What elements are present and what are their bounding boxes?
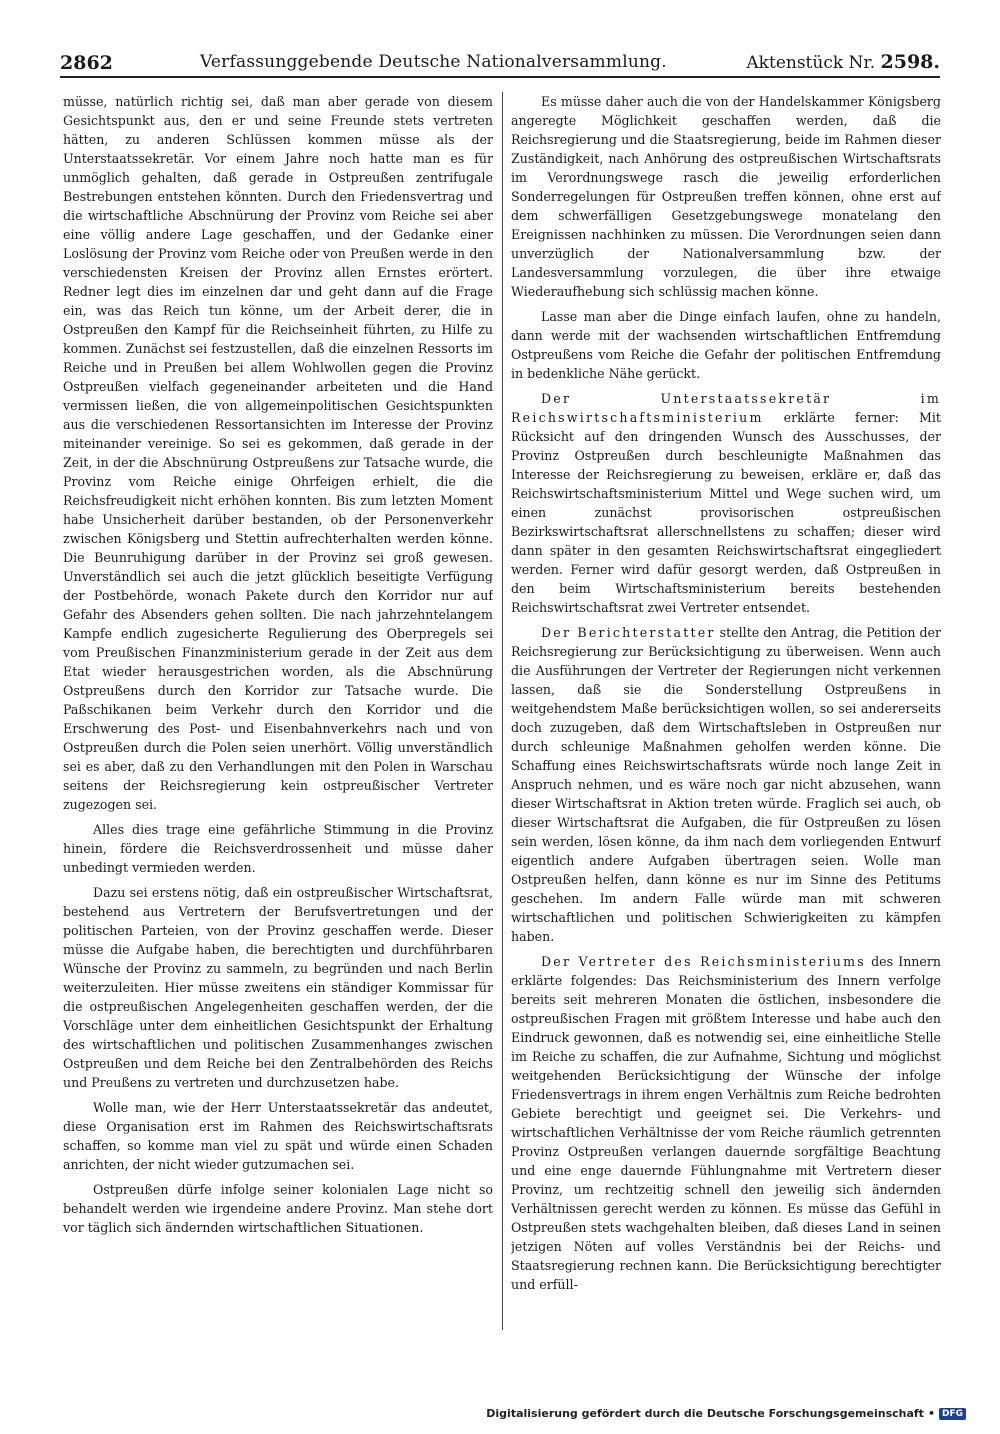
document-ref-number: 2598.: [880, 51, 940, 73]
right-column: [511, 92, 941, 1330]
speaker-name: Der Unterstaatssekretär im Reichswirtschaftsministerium: [511, 391, 941, 425]
paragraph: Es müsse daher auch die von der Handelskammer Königsberg angeregte Möglichkeit geschaffen werden, daß die Reichsregierung und die Staatsregierung, beide im Rahmen dieser Zuständigkeit, nach Anhörung des ostpreußischen Wirtschaftsrats im Verordnungswege rasch die jeweilig erforderlichen Sonderregelungen für Ostpreußen treffen können, ohne erst auf dem schwerfälligen Gesetzgebungswege monatelang den Ereignissen nachhinken zu müssen. Die Verordnungen seien dann unverzüglich der Nationalversammlung bzw. der Landesversammlung vorzulegen, die über ihre etwaige Wiederaufhebung sich schlüssig machen könne.: [511, 94, 941, 299]
credit-text: Digitalisierung gefördert durch die Deutsche Forschungsgemeinschaft: [486, 1407, 924, 1420]
document-reference: [746, 51, 940, 73]
left-column: [63, 92, 493, 1330]
document-ref-prefix: Aktenstück Nr.: [746, 53, 876, 73]
paragraph: Lasse man aber die Dinge einfach laufen, ohne zu handeln, dann werde mit der wachsenden wirtschaftlichen Entfremdung Ostpreußens vom Reiche die Gefahr der politischen Entfremdung in bedenkliche Nähe gerückt.: [511, 309, 941, 381]
paragraph: [511, 952, 941, 1294]
speaker-name: Der Vertreter des Reichsministeriums: [541, 954, 866, 969]
paragraph: Dazu sei erstens nötig, daß ein ostpreußischer Wirtschaftsrat, bestehend aus Vertretern der Berufsvertretungen und der politischen Parteien, von der Provinz geschaffen werde. Dieser müsse die Aufgabe haben, die berechtigten und durchführbaren Wünsche der Provinz zu sammeln, zu begründen und nach Berlin weiterzuleiten. Hier müsse zweitens ein ständiger Kommissar für die ostpreußischen Angelegenheiten geschaffen werden, der die Vorschläge unter dem einheitlichen Gesichtspunkt der Erhaltung des wirtschaftlichen und politischen Zusammenhanges zwischen Ostpreußen und dem Reiche bei den Zentralbehörden des Reichs und Preußens zu vertreten und durchzusetzen habe.: [63, 885, 493, 1090]
paragraph: Alles dies trage eine gefährliche Stimmung in die Provinz hinein, fördere die Reichsverdrossenheit und müsse daher unbedingt vermieden werden.: [63, 822, 493, 875]
paragraph: [511, 623, 941, 946]
page-header: [60, 50, 940, 78]
column-divider: [502, 92, 503, 1330]
page-title: Verfassunggebende Deutsche Nationalversammlung.: [200, 52, 667, 72]
paragraph: [511, 389, 941, 617]
paragraph-text: stellte den Antrag, die Petition der Reichsregierung zur Berücksichtigung zu überweisen. Wenn auch die Ausführungen der Vertreter der Regierungen nicht verkennen lassen, daß sie die Sonderstellung Ostpreußens in weitgehendstem Maße berücksichtigen wollen, so sei andererseits doch zuzugeben, daß dem Wirtschaftsleben in Ostpreußen nur durch schleunige Maßnahmen geholfen werden könne. Die Schaffung eines Reichswirtschaftsrats würde noch lange Zeit in Anspruch nehmen, und es wäre noch gar nicht abzusehen, wann dieser Wirtschaftsrat in Aktion treten würde. Fraglich sei auch, ob dieser Wirtschaftsrat die Aufgaben, die für Ostpreußen zu lösen sein werden, lösen könne, da ihm nach dem vorliegenden Entwurf eigentlich andere Aufgaben übertragen seien. Wolle man Ostpreußen helfen, dann könne es nur im Sinne des Petitums geschehen. Im andern Falle würde man mit schweren wirtschaftlichen und politischen Schwierigkeiten zu kämpfen haben.: [511, 625, 941, 944]
bullet-separator: •: [927, 1407, 935, 1420]
paragraph-text: des Innern erklärte folgendes: Das Reichsministerium des Innern verfolge bereits seit mehreren Monaten die östlichen, insbesondere die ostpreußischen Fragen mit größtem Interesse und habe auch den Eindruck gewonnen, daß es notwendig sei, eine einheitliche Stelle im Reiche zu schaffen, die zur Aufnahme, Sichtung und möglichst weitgehenden Berücksichtigung der Wünsche der infolge Friedensvertrags in ihrem engen Verhältnis zum Reiche bedrohten Gebiete berechtigt und geeignet sei. Die Verkehrs- und wirtschaftlichen Verhältnisse der vom Reiche räumlich getrennten Provinz Ostpreußen verlangen dauernde sorgfältige Beachtung und eine enge dauernde Fühlungnahme mit Vertretern dieser Provinz, um rechtzeitig schnell den jeweilig sich ändernden Verhältnissen gerecht werden zu können. Es müsse das Gefühl in Ostpreußen stets wachgehalten bleiben, daß dieses Land in seinen jetzigen Nöten auf volles Verständnis bei der Reichs- und Staatsregierung rechnen kann. Die Berücksichtigung berechtigter und erfüll-: [511, 954, 941, 1292]
speaker-name: Der Berichterstatter: [541, 625, 716, 640]
paragraph: Wolle man, wie der Herr Unterstaatssekretär das andeutet, diese Organisation erst im Rahmen des Reichswirtschaftsrats schaffen, so komme man viel zu spät und würde einen Schaden anrichten, der nicht wieder gutzumachen sei.: [63, 1100, 493, 1172]
paragraph: müsse, natürlich richtig sei, daß man aber gerade von diesem Gesichtspunkt aus, den er und seine Freunde stets vertreten hätten, zu anderen Schlüssen kommen müsse als der Unterstaatssekretär. Vor einem Jahre noch hatte man es für unmöglich gehalten, daß gerade in Ostpreußen zentrifugale Bestrebungen entstehen könnten. Durch den Friedensvertrag und die wirtschaftliche Abschnürung der Provinz vom Reiche sei aber eine völlig andere Lage geschaffen, und der Gedanke einer Loslösung der Provinz vom Reiche oder von Preußen werde in den verschiedensten Kreisen der Provinz allen Ernstes erörtert. Redner legt dies im einzelnen dar und geht dann auf die Frage ein, was das Reich tun könne, um der Arbeit derer, die in Ostpreußen den Kampf für die Reichseinheit führten, zu Hilfe zu kommen. Zunächst sei festzustellen, daß die einzelnen Ressorts im Reiche und in Preußen bei allem Wohlwollen gegen die Provinz Ostpreußen vielfach gegeneinander arbeiteten und die Hand vermissen ließen, die von allgemeinpolitischen Gesichtspunkten aus die verschiedenen Ressortansichten im Interesse der Provinz miteinander vereinige. So sei es gekommen, daß gerade in der Zeit, in der die Abschnürung Ostpreußens zur Tatsache wurde, die Provinz vom Reiche einige Ohrfeigen erhielt, die die Reichsfreudigkeit nicht erhöhen konnten. Bis zum letzten Moment habe Unsicherheit darüber bestanden, ob der Personenverkehr zwischen Königsberg und Stettin aufrechterhalten werden könne. Die Beunruhigung darüber in der Provinz sei groß gewesen. Unverständlich sei auch die jetzt glücklich beseitigte Verfügung der Postbehörde, wonach Pakete durch den Korridor nur auf Gefahr des Absenders gehen sollten. Die nach jahrzehntelangem Kampfe endlich zugesicherte Regulierung des Oberpregels sei vom Preußischen Finanzministerium gerade in der Zeit aus dem Etat wieder herausgestrichen worden, als die Abschnürung Ostpreußens durch den Korridor zur Tatsache wurde. Die Paßschikanen beim Verkehr durch den Korridor und die Erschwerung des Post- und Eisenbahnverkehrs nach und von Ostpreußen durch die Polen seien unerhört. Völlig unverständlich sei es aber, daß zu den Verhandlungen mit den Polen in Warschau seitens der Reichsregierung kein ostpreußischer Vertreter zugezogen sei.: [63, 94, 493, 812]
footer-credit: [486, 1407, 966, 1420]
page-number: 2862: [60, 52, 113, 74]
paragraph: Ostpreußen dürfe infolge seiner kolonialen Lage nicht so behandelt werden wie irgendeine andere Provinz. Man stehe dort vor täglich sich ändernden wirtschaftlichen Situationen.: [63, 1182, 493, 1235]
paragraph-text: erklärte ferner: Mit Rücksicht auf den dringenden Wunsch des Ausschusses, der Provinz Ostpreußen durch beschleunigte Maßnahmen das Interesse der Reichsregierung zu beweisen, erkläre er, daß das Reichswirtschaftsministerium Mittel und Wege suchen wird, um einen zunächst provisorischen ostpreußischen Bezirkswirtschaftsrat allerschnellstens zu schaffen; dieser wird dann später in den gesamten Reichswirtschaftsrat eingegliedert werden. Ferner wird dafür gesorgt werden, daß Ostpreußen in den beim Wirtschaftsministerium bereits bestehenden Reichswirtschaftsrat zwei Vertreter entsendet.: [511, 410, 941, 615]
dfg-logo: DFG: [939, 1408, 966, 1420]
